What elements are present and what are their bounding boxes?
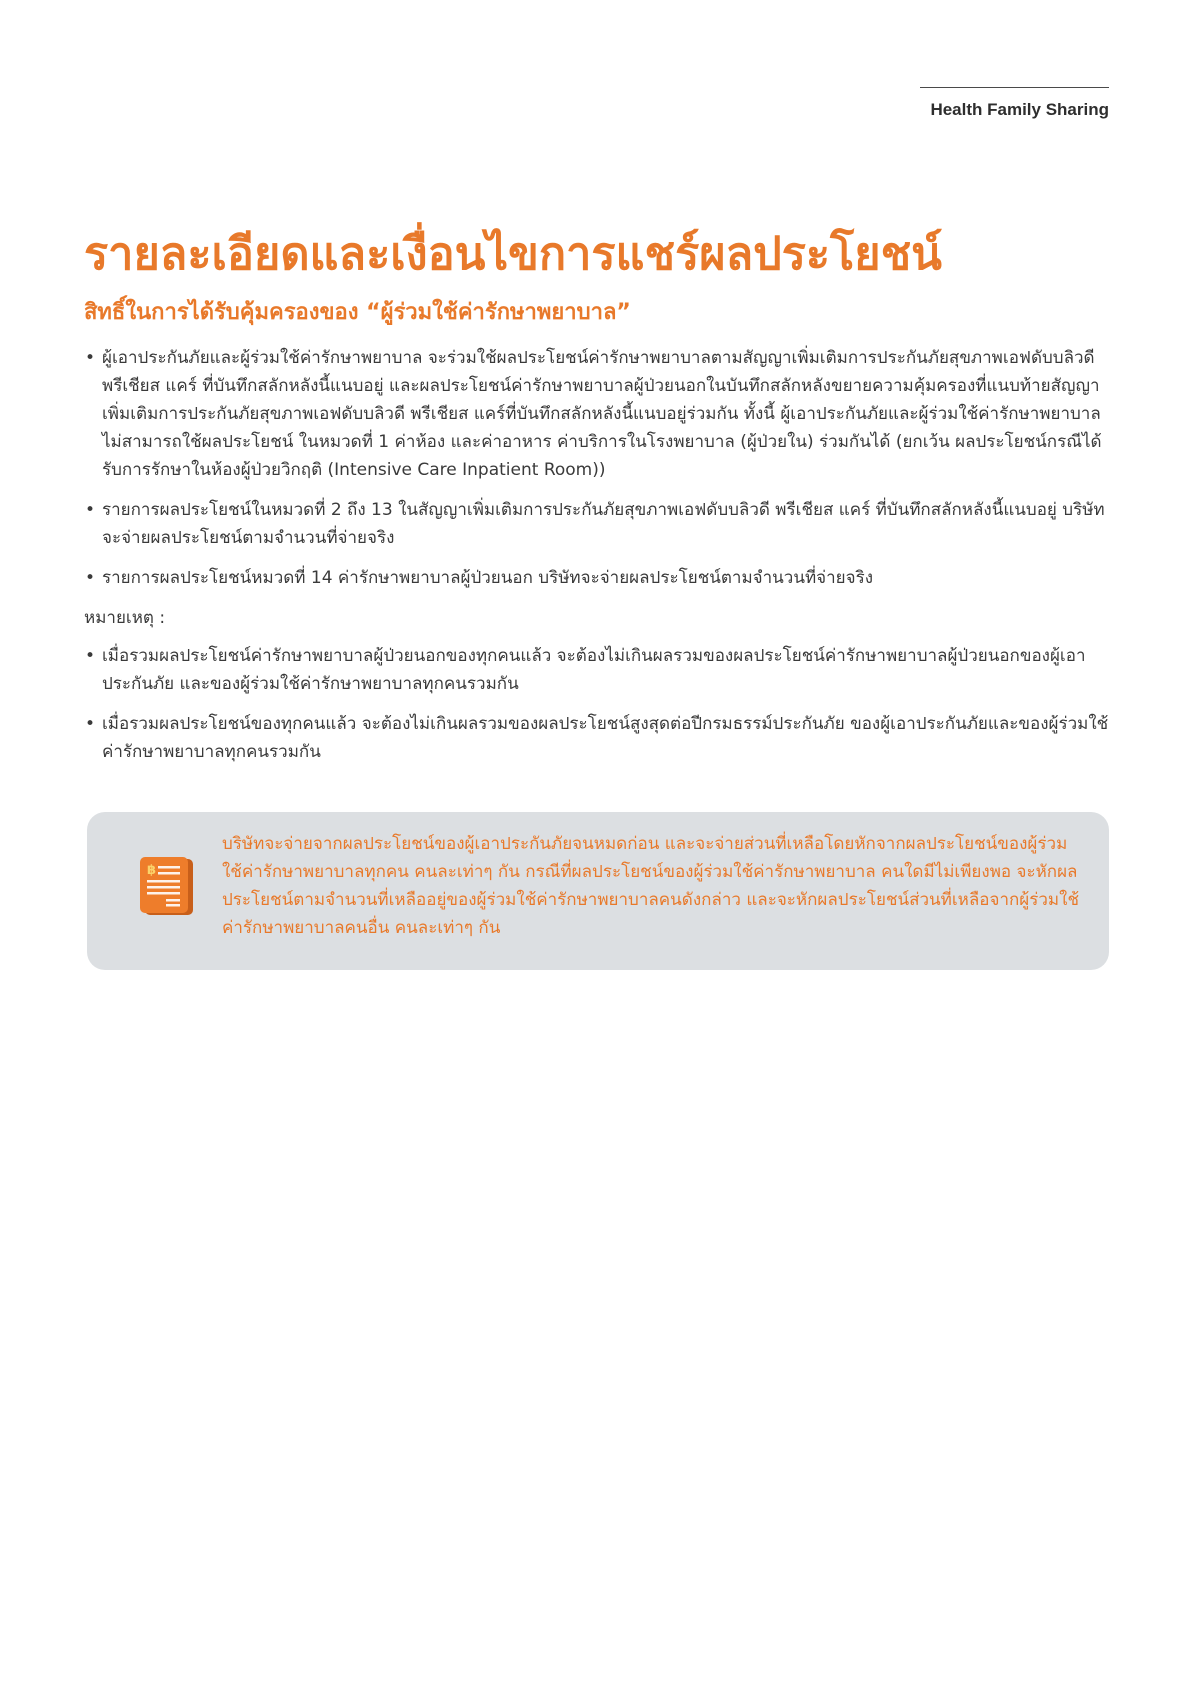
section-subtitle: สิทธิ์ในการได้รับคุ้มครองของ “ผู้ร่วมใช้ค่ารักษาพยาบาล” xyxy=(84,300,631,325)
benefit-list xyxy=(84,344,1112,592)
note-label: หมายเหตุ : xyxy=(84,608,166,628)
list-item: • ผู้เอาประกันภัยและผู้ร่วมใช้ค่ารักษาพยาบาล จะร่วมใช้ผลประโยชน์ค่ารักษาพยาบาลตามสัญญาเพิ่มเติมการประกันภัยสุขภาพเอฟดับบลิวดี พรีเชียส แคร์ ที่บันทึกสลักหลังนี้แนบอยู่ และผลประโยชน์ค่ารักษาพยาบาลผู้ป่วยนอกในบันทึกสลักหลังขยายความคุ้มครองที่แนบท้ายสัญญาเพิ่มเติมการประกันภัยสุขภาพเอฟดับบลิวดี พรีเชียส แคร์ที่บันทึกสลักหลังนี้แนบอยู่ร่วมกัน ทั้งนี้ ผู้เอาประกันภัยและผู้ร่วมใช้ค่ารักษาพยาบาล ไม่สามารถใช้ผลประโยชน์ ในหมวดที่ 1 ค่าห้อง และค่าอาหาร ค่าบริการในโรงพยาบาล (ผู้ป่วยใน) ร่วมกันได้ (ยกเว้น ผลประโยชน์กรณีได้รับการรักษาในห้องผู้ป่วยวิกฤติ (Intensive Care Inpatient Room)) xyxy=(84,344,1112,484)
page-title: รายละเอียดและเงื่อนไขการแชร์ผลประโยชน์ xyxy=(84,227,942,280)
svg-text:฿: ฿ xyxy=(147,863,157,878)
header-divider xyxy=(920,87,1109,88)
info-callout xyxy=(87,812,1109,970)
main-content xyxy=(84,344,1112,778)
list-item: • รายการผลประโยชน์ในหมวดที่ 2 ถึง 13 ในสัญญาเพิ่มเติมการประกันภัยสุขภาพเอฟดับบลิวดี พรีเชียส แคร์ ที่บันทึกสลักหลังนี้แนบอยู่ บริษัทจะจ่ายผลประโยชน์ตามจำนวนที่จ่ายจริง xyxy=(84,496,1112,552)
header-title: Health Family Sharing xyxy=(930,100,1109,119)
list-item: • เมื่อรวมผลประโยชน์ของทุกคนแล้ว จะต้องไม่เกินผลรวมของผลประโยชน์สูงสุดต่อปีกรมธรรม์ประกันภัย ของผู้เอาประกันภัยและของผู้ร่วมใช้ค่ารักษาพยาบาลทุกคนรวมกัน xyxy=(84,710,1112,766)
callout-text: บริษัทจะจ่ายจากผลประโยชน์ของผู้เอาประกันภัยจนหมดก่อน และจะจ่ายส่วนที่เหลือโดยหักจากผลประโยชน์ของผู้ร่วมใช้ค่ารักษาพยาบาลทุกคน คนละเท่าๆ กัน กรณีที่ผลประโยชน์ของผู้ร่วมใช้ค่ารักษาพยาบาล คนใดมีไม่เพียงพอ จะหักผลประโยชน์ตามจำนวนที่เหลืออยู่ของผู้ร่วมใช้ค่ารักษาพยาบาลคนดังกล่าว และจะหักผลประโยชน์ส่วนที่เหลือจากผู้ร่วมใช้ค่ารักษาพยาบาลคนอื่น คนละเท่าๆ กัน xyxy=(222,834,1079,938)
list-item: • เมื่อรวมผลประโยชน์ค่ารักษาพยาบาลผู้ป่วยนอกของทุกคนแล้ว จะต้องไม่เกินผลรวมของผลประโยชน์ค่ารักษาพยาบาลผู้ป่วยนอกของผู้เอาประกันภัย และของผู้ร่วมใช้ค่ารักษาพยาบาลทุกคนรวมกัน xyxy=(84,642,1112,698)
list-item: • รายการผลประโยชน์หมวดที่ 14 ค่ารักษาพยาบาลผู้ป่วยนอก บริษัทจะจ่ายผลประโยชน์ตามจำนวนที่จ่ายจริง xyxy=(84,564,1112,592)
document-baht-icon xyxy=(140,857,194,917)
note-list xyxy=(84,642,1112,766)
